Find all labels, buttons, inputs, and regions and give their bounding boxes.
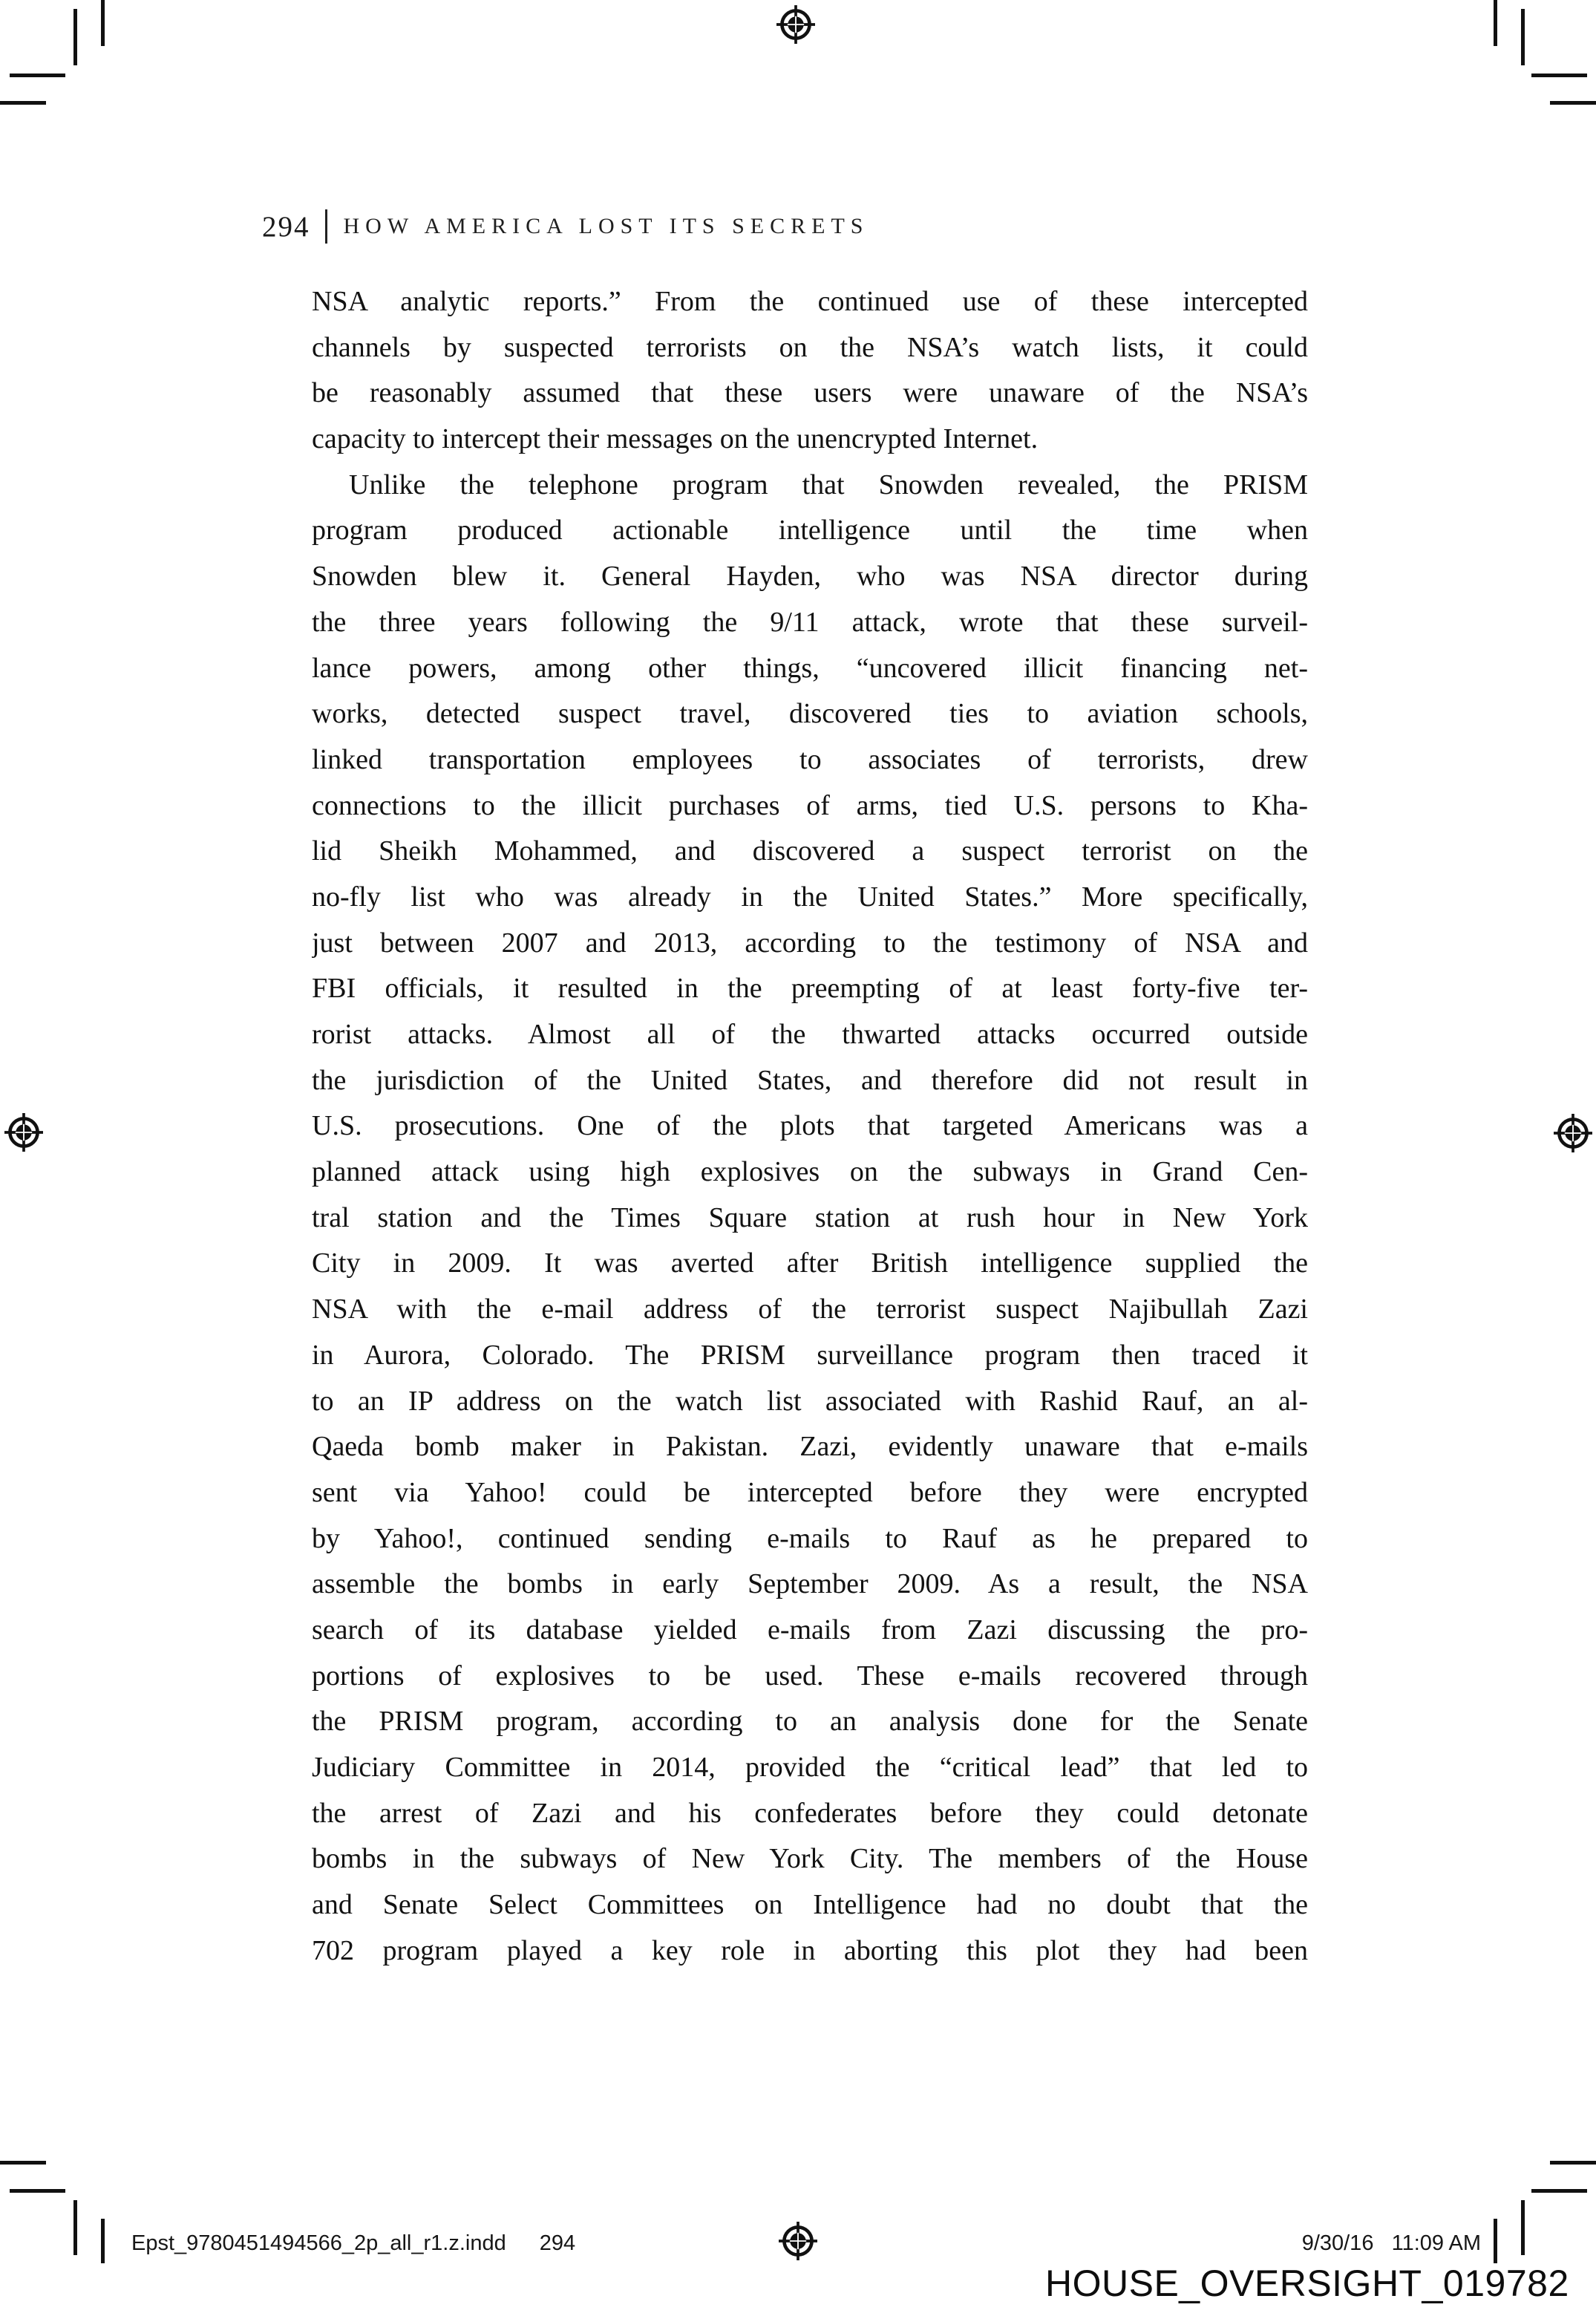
crop-mark	[101, 2219, 105, 2263]
body-line: City in 2009. It was averted after British intelligence supplied the	[312, 1247, 1308, 1279]
registration-mark-icon	[776, 5, 815, 44]
running-head	[262, 209, 869, 244]
body-line: lid Sheikh Mohammed, and discovered a suspect terrorist on the	[312, 835, 1308, 867]
body-line: bombs in the subways of New York City. The members of the House	[312, 1843, 1308, 1875]
book-title: HOW AMERICA LOST ITS SECRETS	[343, 214, 869, 238]
slug-page-number: 294	[539, 2231, 576, 2255]
body-line: and Senate Select Committees on Intelligence had no doubt that the	[312, 1889, 1308, 1921]
body-line: tral station and the Times Square station at rush hour in New York	[312, 1201, 1308, 1233]
body-line: no-fly list who was already in the United States.” More specifically,	[312, 881, 1308, 913]
registration-mark-icon	[1554, 1114, 1592, 1152]
registration-mark-icon	[779, 2222, 817, 2260]
body-line: Snowden blew it. General Hayden, who was NSA director during	[312, 561, 1308, 593]
body-line: just between 2007 and 2013, according to the testimony of NSA and	[312, 927, 1308, 959]
body-line: channels by suspected terrorists on the NSA’s watch lists, it could	[312, 331, 1308, 363]
crop-mark	[10, 2189, 65, 2193]
header-divider	[325, 209, 327, 244]
body-line: rorist attacks. Almost all of the thwarted attacks occurred outside	[312, 1019, 1308, 1050]
registration-mark-icon	[4, 1113, 43, 1152]
body-line: by Yahoo!, continued sending e-mails to Rauf as he prepared to	[312, 1522, 1308, 1554]
body-line: in Aurora, Colorado. The PRISM surveillance program then traced it	[312, 1339, 1308, 1371]
print-datetime: 9/30/16 11:09 AM	[1301, 2231, 1481, 2255]
body-line: the three years following the 9/11 attack, wrote that these surveil-	[312, 606, 1308, 638]
slug-filename: Epst_9780451494566_2p_all_r1.z.indd	[131, 2231, 506, 2255]
body-line: NSA with the e-mail address of the terrorist suspect Najibullah Zazi	[312, 1294, 1308, 1325]
body-line: connections to the illicit purchases of arms, tied U.S. persons to Kha-	[312, 789, 1308, 821]
body-line: be reasonably assumed that these users were unaware of the NSA’s	[312, 377, 1308, 409]
bates-stamp: HOUSE_OVERSIGHT_019782	[1045, 2263, 1569, 2304]
crop-mark	[1550, 2161, 1596, 2165]
crop-mark	[73, 2200, 77, 2255]
body-line: FBI officials, it resulted in the preempting of at least forty-five ter-	[312, 973, 1308, 1005]
crop-mark	[1550, 101, 1596, 105]
body-line: the PRISM program, according to an analysis done for the Senate	[312, 1706, 1308, 1738]
crop-mark	[0, 2161, 46, 2165]
body-line: the arrest of Zazi and his confederates before they could detonate	[312, 1797, 1308, 1829]
body-line: linked transportation employees to associates of terrorists, drew	[312, 743, 1308, 775]
body-line: NSA analytic reports.” From the continued use of these intercepted	[312, 286, 1308, 317]
body-text	[312, 279, 1308, 1974]
body-line: to an IP address on the watch list associated with Rashid Rauf, an al-	[312, 1385, 1308, 1417]
body-line: capacity to intercept their messages on the unencrypted Internet.	[312, 423, 1039, 455]
page-number: 294	[262, 210, 310, 243]
body-line: the jurisdiction of the United States, and therefore did not result in	[312, 1064, 1308, 1096]
body-line: Judiciary Committee in 2014, provided the “critical lead” that led to	[312, 1752, 1308, 1783]
body-line: works, detected suspect travel, discovered ties to aviation schools,	[312, 698, 1308, 730]
crop-mark	[1494, 2219, 1497, 2263]
crop-mark	[10, 74, 65, 77]
crop-mark	[1531, 74, 1587, 77]
body-line: U.S. prosecutions. One of the plots that targeted Americans was a	[312, 1110, 1308, 1142]
crop-mark	[73, 9, 77, 65]
body-line: planned attack using high explosives on the subways in Grand Cen-	[312, 1156, 1308, 1188]
body-line: 702 program played a key role in aborting this plot they had been	[312, 1934, 1308, 1966]
body-line: lance powers, among other things, “uncovered illicit financing net-	[312, 652, 1308, 684]
body-line: program produced actionable intelligence until the time when	[312, 515, 1308, 547]
body-line: Qaeda bomb maker in Pakistan. Zazi, evidently unaware that e-mails	[312, 1431, 1308, 1463]
crop-mark	[1521, 9, 1525, 65]
print-slug	[131, 2231, 575, 2256]
crop-mark	[1531, 2189, 1587, 2193]
body-line: Unlike the telephone program that Snowden revealed, the PRISM	[349, 469, 1308, 500]
crop-mark	[0, 101, 46, 105]
body-line: assemble the bombs in early September 2009. As a result, the NSA	[312, 1568, 1308, 1600]
crop-mark	[1494, 0, 1497, 46]
body-line: sent via Yahoo! could be intercepted before they were encrypted	[312, 1476, 1308, 1508]
crop-mark	[1521, 2200, 1525, 2255]
body-line: portions of explosives to be used. These e-mails recovered through	[312, 1660, 1308, 1692]
crop-mark	[101, 0, 105, 46]
body-line: search of its database yielded e-mails from Zazi discussing the pro-	[312, 1614, 1308, 1645]
